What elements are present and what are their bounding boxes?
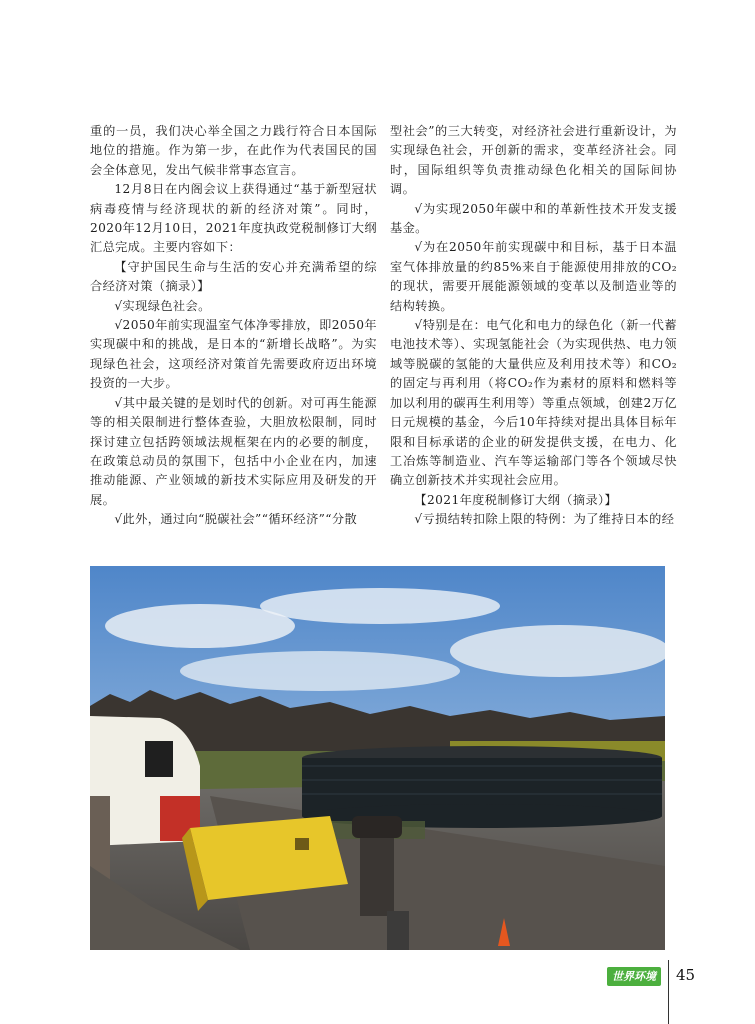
paragraph: √实现绿色社会。 <box>114 298 211 313</box>
paragraph: 重的一员，我们决心举全国之力践行符合日本国际地位的措施。作为第一步，在此作为代表国民的国会全体意见，发出气候非常事态宣言。 <box>90 124 377 177</box>
paragraph: √2050年前实现温室气体净零排放，即2050年实现碳中和的挑战，是日本的“新增长战略”。为实现绿色社会，这项经济对策首先需要政府迈出环境投资的一大步。 <box>90 318 377 391</box>
paragraph: √其中最关键的是划时代的创新。对可再生能源等的相关限制进行整体查验，大胆放松限制，同时探讨建立包括跨领域法规框架在内的必要的制度，在政策总动员的氛围下，包括中小企业在内，加速推动能源、产业领域的新技术实际应用及研发的开展。 <box>90 395 377 507</box>
paragraph: √为实现2050年碳中和的革新性技术开发支援基金。 <box>390 201 677 236</box>
magazine-logo: 世界环境 <box>607 967 661 986</box>
paragraph: √特别是在：电气化和电力的绿色化（新一代蓄电池技术等）、实现氢能社会（为实现供热、电力领域等脱碳的氢能的大量供应及利用技术等）和CO₂的固定与再利用（将CO₂作为素材的原料和燃料等加以利用的碳再生利用等）等重点领域，创建2万亿日元规模的基金，今后10年持续对提出具体目标年限和目标承诺的企业的研发提供支援，在电力、化工冶炼等制造业、汽车等运输部门等各个领域尽快确立创新技术并实现社会应用。 <box>390 318 677 488</box>
paragraph: 12月8日在内阁会议上获得通过“基于新型冠状病毒疫情与经济现状的新的经济对策”。同时，2020年12月10日，2021年度执政党税制修订大纲汇总完成。主要内容如下： <box>90 182 377 255</box>
biogas-site-photo <box>90 566 665 950</box>
paragraph: 【2021年度税制修订大纲（摘录）】 <box>414 492 618 507</box>
left-text-column <box>90 122 377 530</box>
paragraph: 型社会”的三大转变，对经济社会进行重新设计，为实现绿色社会，开创新的需求，变革经济社会。同时，国际组织等负责推动绿色化相关的国际间协调。 <box>390 124 677 197</box>
right-text-column <box>390 122 677 530</box>
paragraph: √为在2050年前实现碳中和目标，基于日本温室气体排放量的约85%来自于能源使用排放的CO₂的现状，需要开展能源领域的变革以及制造业等的结构转换。 <box>390 240 677 313</box>
paragraph: √此外，通过向“脱碳社会”“循环经济”“分散 <box>114 512 358 527</box>
paragraph: 【守护国民生命与生活的安心并充满希望的综合经济对策（摘录）】 <box>90 259 377 294</box>
footer-divider <box>668 960 669 1024</box>
paragraph: √亏损结转扣除上限的特例：为了维持日本的经 <box>414 512 675 527</box>
page-number: 45 <box>676 966 696 984</box>
